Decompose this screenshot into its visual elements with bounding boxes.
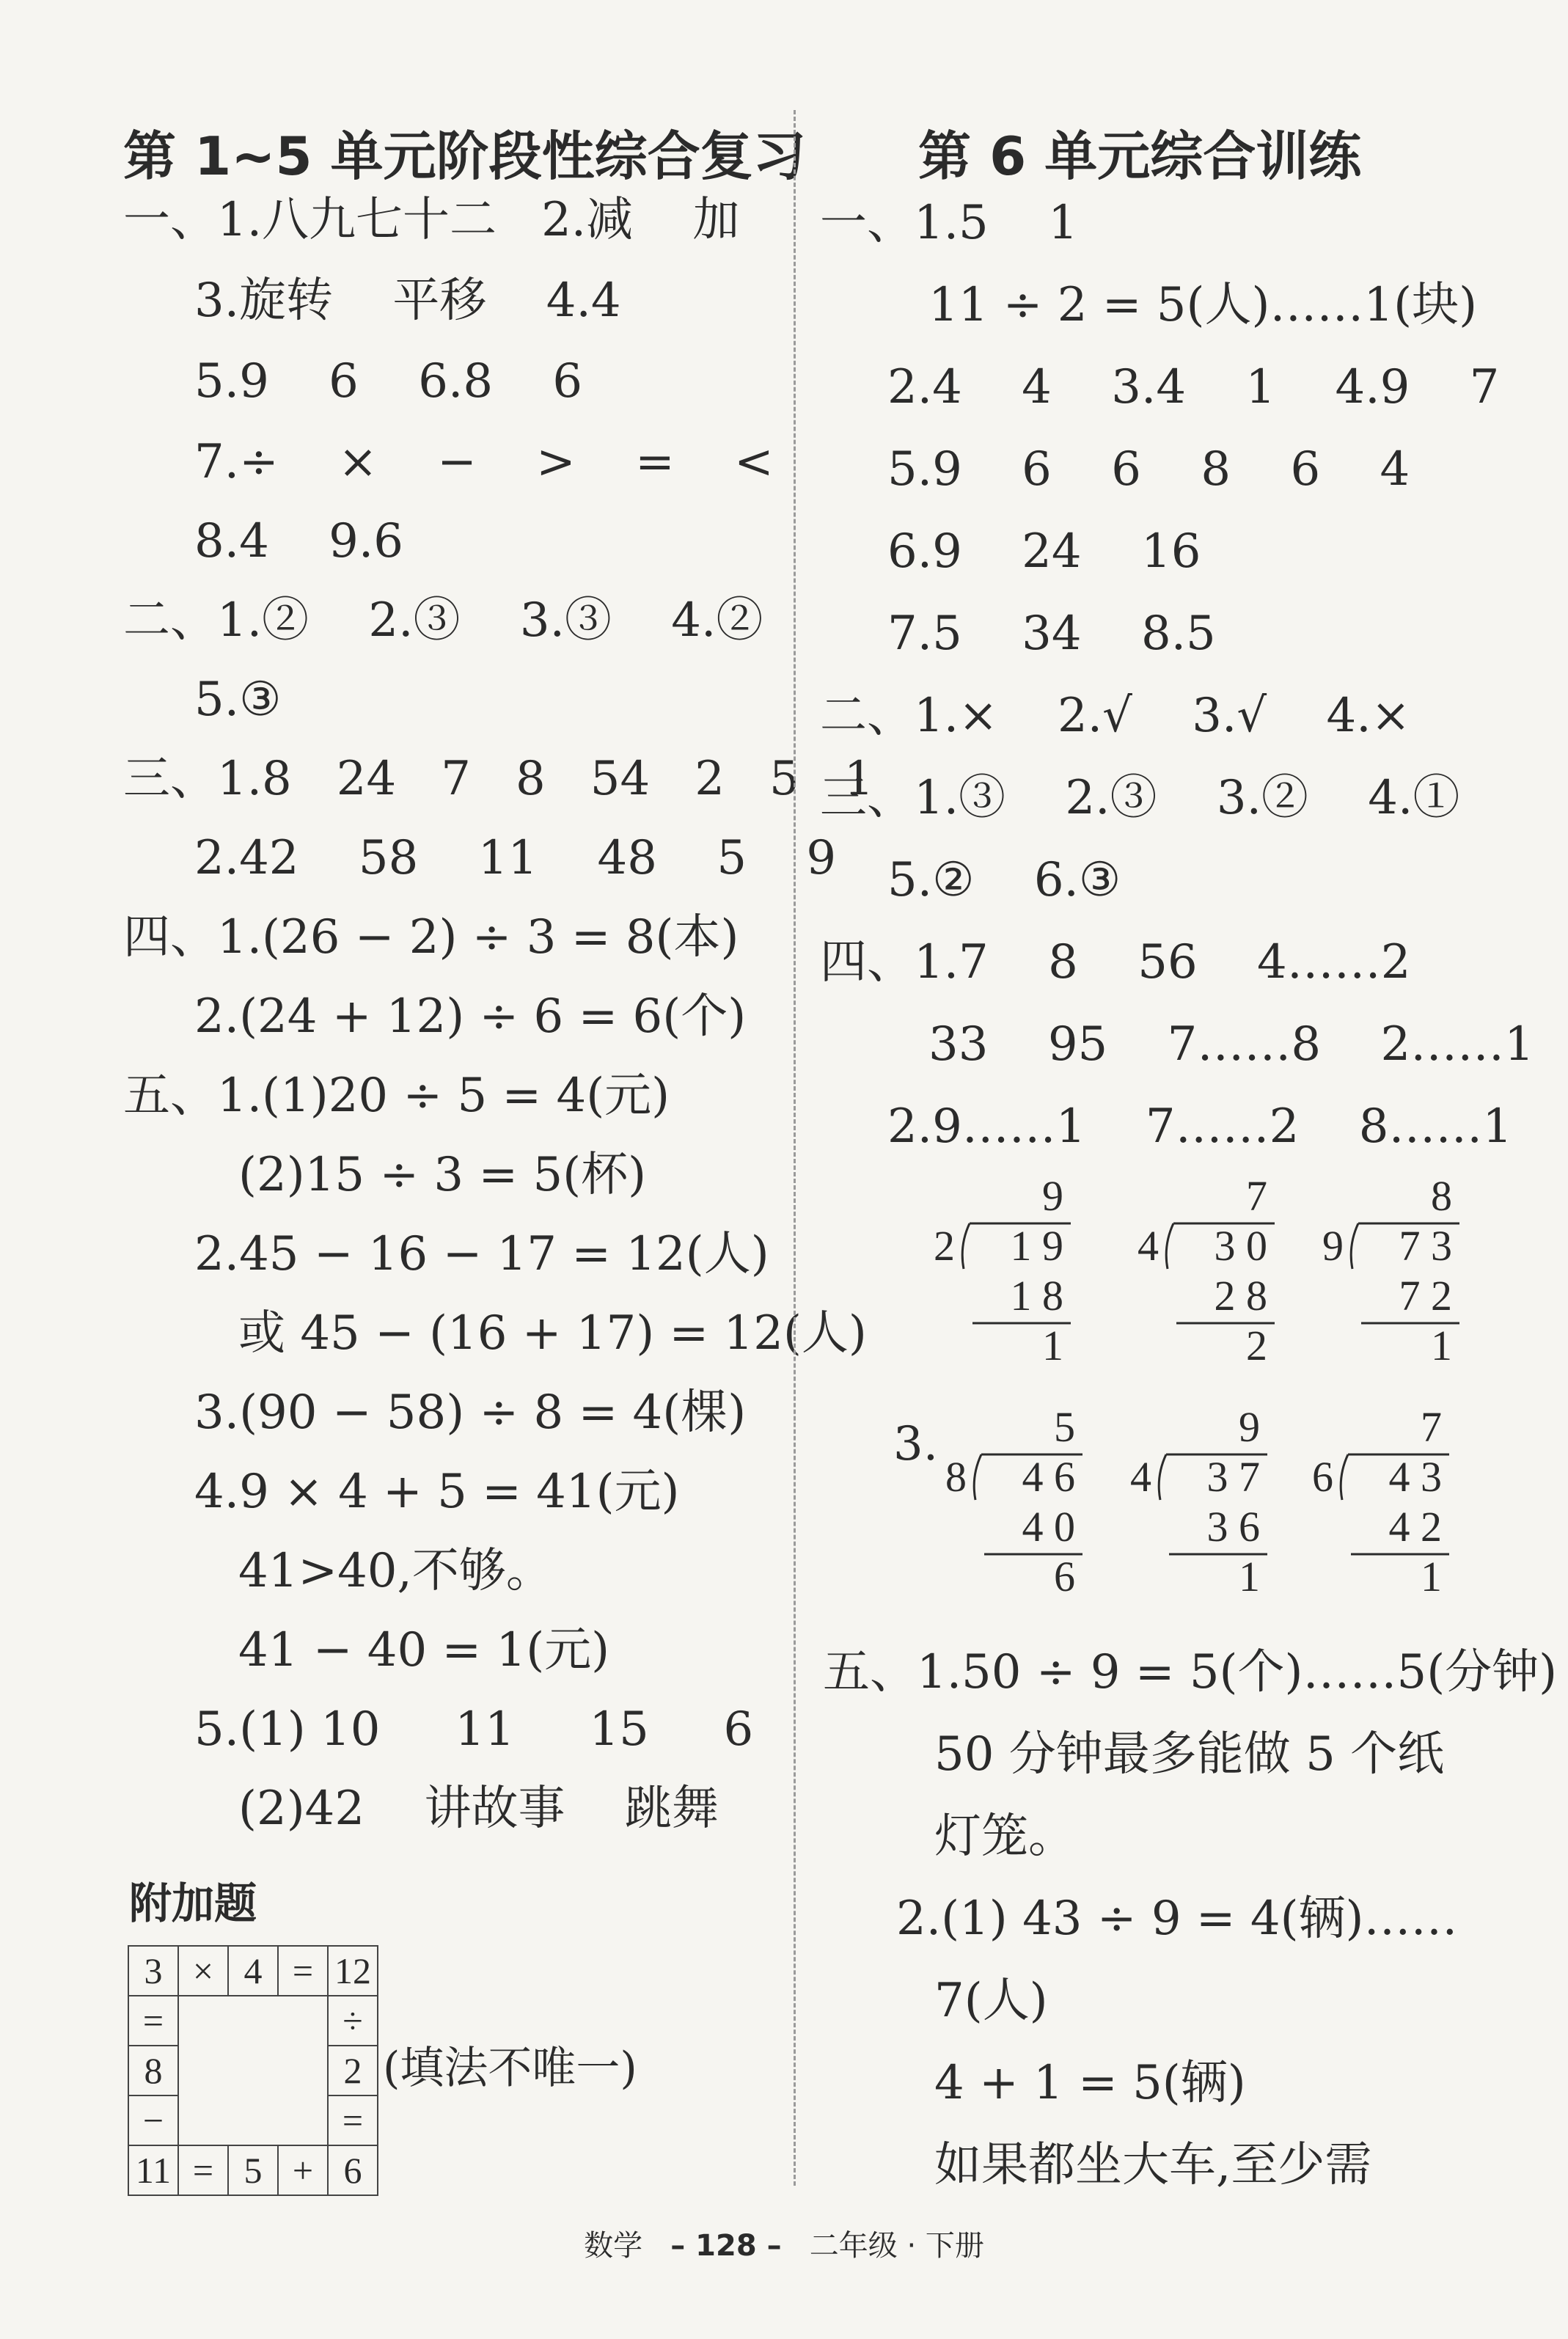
footer-subject: 数学 [584,2229,643,2263]
answer-line: 五、1.(1)20 ÷ 5 = 4(元) [123,1069,670,1123]
long-division [928,1403,1112,1604]
answer-line: 2.9……1 7……2 8……1 [887,1099,1513,1154]
answer-line: 50 分钟最多能做 5 个纸 [934,1727,1445,1782]
quotient: 9 [1042,1172,1063,1220]
answer-line: 3.(90 − 58) ÷ 8 = 4(棵) [194,1386,747,1440]
dividend: 7 3 [1399,1222,1452,1270]
product: 7 2 [1399,1272,1452,1319]
grid-cell: 11 [128,2145,178,2195]
product: 1 8 [1010,1272,1063,1319]
dividend: 3 0 [1214,1222,1267,1270]
answer-line: 5.(1) 10 11 15 6 [194,1702,754,1757]
grid-cell: 2 [328,2046,378,2095]
product: 2 8 [1214,1272,1267,1319]
divisor: 2 [934,1222,955,1270]
answer-line: 41>40,不够。 [238,1544,553,1598]
answer-line: 5.② 6.③ [887,853,1121,907]
dividend: 1 9 [1010,1222,1063,1270]
grid-cell: + [278,2145,328,2195]
answer-line: 3. [893,1417,939,1471]
answer-line: 三、1.③ 2.③ 3.② 4.① [820,771,1460,825]
answer-line: 五、1.50 ÷ 9 = 5(个)……5(分钟) [823,1645,1558,1699]
answer-line: 一、1.八九七十二 2.减 加 [123,193,740,247]
answer-line: 一、1.5 1 [820,196,1078,250]
answer-line: 7(人) [934,1974,1048,2028]
product: 4 0 [1022,1503,1075,1551]
answer-line: 2.4 4 3.4 1 4.9 7 [887,360,1500,414]
number-grid [128,1945,378,2196]
remainder: 1 [1239,1553,1260,1600]
long-division [1305,1172,1489,1373]
answer-line: 或 45 − (16 + 17) = 12(人) [238,1306,867,1361]
grid-cell: = [278,1946,328,1996]
answer-line: 8.4 9.6 [194,514,403,568]
footer-page-number: – 128 – [670,2229,782,2263]
grid-cell: 12 [328,1946,378,1996]
grid-center-blank [178,1996,328,2145]
answer-line: 四、1.7 8 56 4……2 [820,935,1411,989]
answer-line: 5.③ [194,673,282,727]
remainder: 1 [1042,1322,1063,1369]
answer-line: 如果都坐大车,至少需 [934,2138,1372,2192]
left-section-title: 第 1~5 单元阶段性综合复习 [123,125,806,187]
grid-cell: 5 [228,2145,278,2195]
long-division [1295,1403,1479,1604]
quotient: 5 [1054,1403,1075,1451]
answer-line: 41 − 40 = 1(元) [238,1623,610,1677]
answer-line: (2)15 ÷ 3 = 5(杯) [238,1148,647,1202]
grid-note: (填法不唯一) [383,2043,637,2094]
answer-line: 4.9 × 4 + 5 = 41(元) [194,1465,680,1519]
long-division [1113,1403,1297,1604]
dividend: 4 3 [1388,1453,1442,1501]
answer-line: 2.(24 + 12) ÷ 6 = 6(个) [194,989,747,1044]
right-section-title: 第 6 单元综合训练 [918,125,1362,187]
grid-cell: = [128,1996,178,2046]
answer-line: 5.9 6 6.8 6 [194,354,583,409]
grid-cell: − [128,2095,178,2145]
remainder: 6 [1054,1553,1075,1600]
answer-line: 2.(1) 43 ÷ 9 = 4(辆)…… [896,1892,1458,1946]
divisor: 4 [1137,1222,1159,1270]
answer-line: 33 95 7……8 2……1 [928,1017,1534,1072]
product: 4 2 [1388,1503,1442,1551]
quotient: 7 [1421,1403,1442,1451]
quotient: 8 [1431,1172,1452,1220]
answer-line: 四、1.(26 − 2) ÷ 3 = 8(本) [123,910,739,964]
dividend: 3 7 [1206,1453,1260,1501]
long-division [917,1172,1100,1373]
extra-question-title: 附加题 [129,1878,257,1928]
column-divider [794,110,796,2186]
answer-line: 4 + 1 = 5(辆) [934,2056,1246,2110]
footer-grade: 二年级 · 下册 [809,2229,984,2263]
answer-line: 2.42 58 11 48 5 9 [194,831,837,885]
dividend: 4 6 [1022,1453,1075,1501]
quotient: 9 [1239,1403,1260,1451]
grid-cell: = [328,2095,378,2145]
grid-cell: ÷ [328,1996,378,2046]
divisor: 6 [1312,1453,1333,1501]
answer-line: 2.45 − 16 − 17 = 12(人) [194,1227,769,1281]
answer-line: 5.9 6 6 8 6 4 [887,442,1410,497]
answer-line: 11 ÷ 2 = 5(人)……1(块) [928,278,1478,332]
answer-line: 二、1.② 2.③ 3.③ 4.② [123,593,763,648]
divisor: 8 [945,1453,967,1501]
answer-line: 7.5 34 8.5 [887,607,1216,661]
remainder: 1 [1421,1553,1442,1600]
answer-line: 灯笼。 [934,1809,1075,1864]
long-division [1121,1172,1304,1373]
answer-line: 3.旋转 平移 4.4 [194,274,621,328]
grid-cell: × [178,1946,228,1996]
answer-line: 三、1.8 24 7 8 54 2 5 1 [123,752,874,806]
grid-cell: 6 [328,2145,378,2195]
product: 3 6 [1206,1503,1260,1551]
answer-line: 6.9 24 16 [887,524,1201,579]
remainder: 2 [1246,1322,1267,1369]
remainder: 1 [1431,1322,1452,1369]
grid-cell: 8 [128,2046,178,2095]
quotient: 7 [1246,1172,1267,1220]
answer-line: 7.÷ × − > = < [194,435,774,489]
grid-cell: = [178,2145,228,2195]
grid-cell: 3 [128,1946,178,1996]
divisor: 4 [1130,1453,1151,1501]
answer-line: (2)42 讲故事 跳舞 [238,1782,719,1836]
divisor: 9 [1322,1222,1344,1270]
answer-line: 二、1.× 2.√ 3.√ 4.× [820,689,1411,743]
grid-cell: 4 [228,1946,278,1996]
page-footer [0,2222,1568,2264]
